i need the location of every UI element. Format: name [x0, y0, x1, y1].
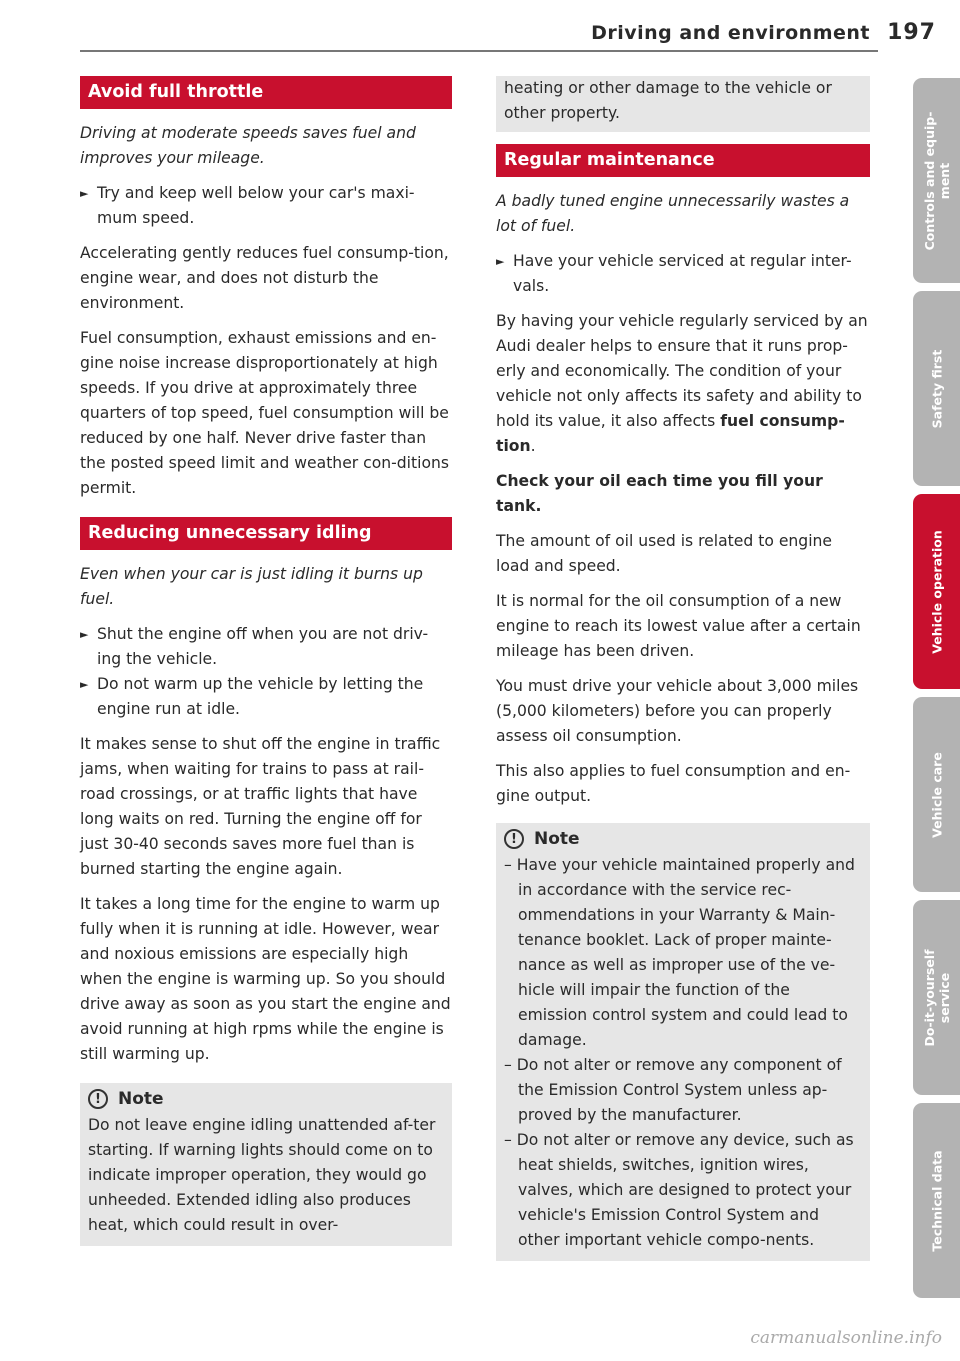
watermark: carmanualsonline.info [750, 1328, 942, 1348]
exclamation-circle-icon: ! [88, 1089, 108, 1109]
list-item: – Do not alter or remove any component of the Emission Control System unless ap-proved by the manufacturer. [504, 1056, 842, 1124]
throttle-intro: Driving at moderate speeds saves fuel and improves your mileage. [80, 124, 416, 167]
note-box [496, 823, 870, 1261]
maintenance-intro: A badly tuned engine unnecessarily wastes a lot of fuel. [496, 192, 850, 235]
list-item: ► Do not warm up the vehicle by letting the engine run at idle. [80, 672, 452, 722]
tab-safety-first[interactable]: Safety first [913, 291, 960, 486]
maintenance-paragraph: The amount of oil used is related to engine load and speed. [496, 532, 833, 575]
list-item: ► Shut the engine off when you are not driv-ing the vehicle. [80, 622, 452, 672]
idling-paragraph: It makes sense to shut off the engine in traffic jams, when waiting for trains to pass at rail-road crossings, or at traffic lights that have long waits on red. Turning the engine off for just 30-40 seconds saves more fuel than is burned starting the engine again. [80, 735, 441, 878]
idling-bullets [80, 622, 452, 722]
section-title: Driving and environment [591, 22, 870, 44]
heading-reducing-idling: Reducing unnecessary idling [80, 517, 452, 550]
heading-regular-maintenance: Regular maintenance [496, 144, 870, 177]
oil-check-heading: Check your oil each time you fill your tank. [496, 472, 823, 515]
exclamation-circle-icon: ! [504, 829, 524, 849]
list-item: – Do not alter or remove any device, such as heat shields, switches, ignition wires, valves, which are designed to protect your vehicle's Emission Control System and other important vehicle compo-nents. [504, 1131, 854, 1249]
tab-controls-and-equipment[interactable]: Controls and equip- ment [913, 78, 960, 283]
maintenance-paragraph: This also applies to fuel consumption and en-gine output. [496, 762, 851, 805]
left-column [80, 76, 452, 1246]
triangle-bullet-icon: ► [496, 255, 505, 268]
throttle-bullets [80, 181, 452, 231]
tab-do-it-yourself-service[interactable]: Do-it-yourself service [913, 900, 960, 1095]
tab-technical-data[interactable]: Technical data [913, 1103, 960, 1298]
throttle-paragraph: Accelerating gently reduces fuel consump-tion, engine wear, and does not disturb the environment. [80, 244, 449, 312]
right-column [496, 76, 870, 1261]
maintenance-bullets [496, 249, 870, 299]
triangle-bullet-icon: ► [80, 628, 89, 641]
page-number: 197 [887, 20, 936, 45]
tab-vehicle-operation[interactable]: Vehicle operation [913, 494, 960, 689]
maintenance-paragraph: You must drive your vehicle about 3,000 miles (5,000 kilometers) before you can properly assess oil consumption. [496, 677, 859, 745]
note-text: Do not leave engine idling unattended af-ter starting. If warning lights should come on to indicate improper operation, they would go unheeded. Extended idling also produces heat, which could result in over- [88, 1116, 436, 1234]
heading-avoid-full-throttle: Avoid full throttle [80, 76, 452, 109]
tab-vehicle-care[interactable]: Vehicle care [913, 697, 960, 892]
maintenance-paragraph: By having your vehicle regularly serviced by an Audi dealer helps to ensure that it runs prop-erly and economically. The condition of your vehicle not only affects its safety and ability to hold its value, it also affects fuel consump-tion. [496, 312, 868, 455]
idling-intro: Even when your car is just idling it burns up fuel. [80, 565, 423, 608]
note-box [80, 1083, 452, 1246]
list-item: ► Have your vehicle serviced at regular inter-vals. [496, 249, 870, 299]
throttle-paragraph: Fuel consumption, exhaust emissions and en-gine noise increase disproportionately at high speeds. If you drive at approximately three quarters of top speed, fuel consumption will be reduced by one half. Never drive faster than the posted speed limit and weather con-ditions permit. [80, 329, 450, 497]
idling-paragraph: It takes a long time for the engine to warm up fully when it is running at idle. However, wear and noxious emissions are especially high when the engine is warming up. So you should drive away as soon as you start the engine and avoid running at high rpms while the engine is still warming up. [80, 895, 451, 1063]
list-item: ► Try and keep well below your car's maxi-mum speed. [80, 181, 452, 231]
header-rule [80, 50, 878, 52]
note-heading: ! Note [88, 1089, 444, 1109]
note-continued: heating or other damage to the vehicle or other property. [496, 76, 870, 132]
note-heading: ! Note [504, 829, 862, 849]
triangle-bullet-icon: ► [80, 187, 89, 200]
list-item: – Have your vehicle maintained properly and in accordance with the service rec-ommendations in your Warranty & Main-tenance booklet. Lack of proper mainte-nance as well as improper use of the ve-hicle will impair the function of the emission control system and could lead to damage. [504, 856, 855, 1049]
triangle-bullet-icon: ► [80, 678, 89, 691]
maintenance-paragraph: It is normal for the oil consumption of a new engine to reach its lowest value after a certain mileage has been driven. [496, 592, 861, 660]
